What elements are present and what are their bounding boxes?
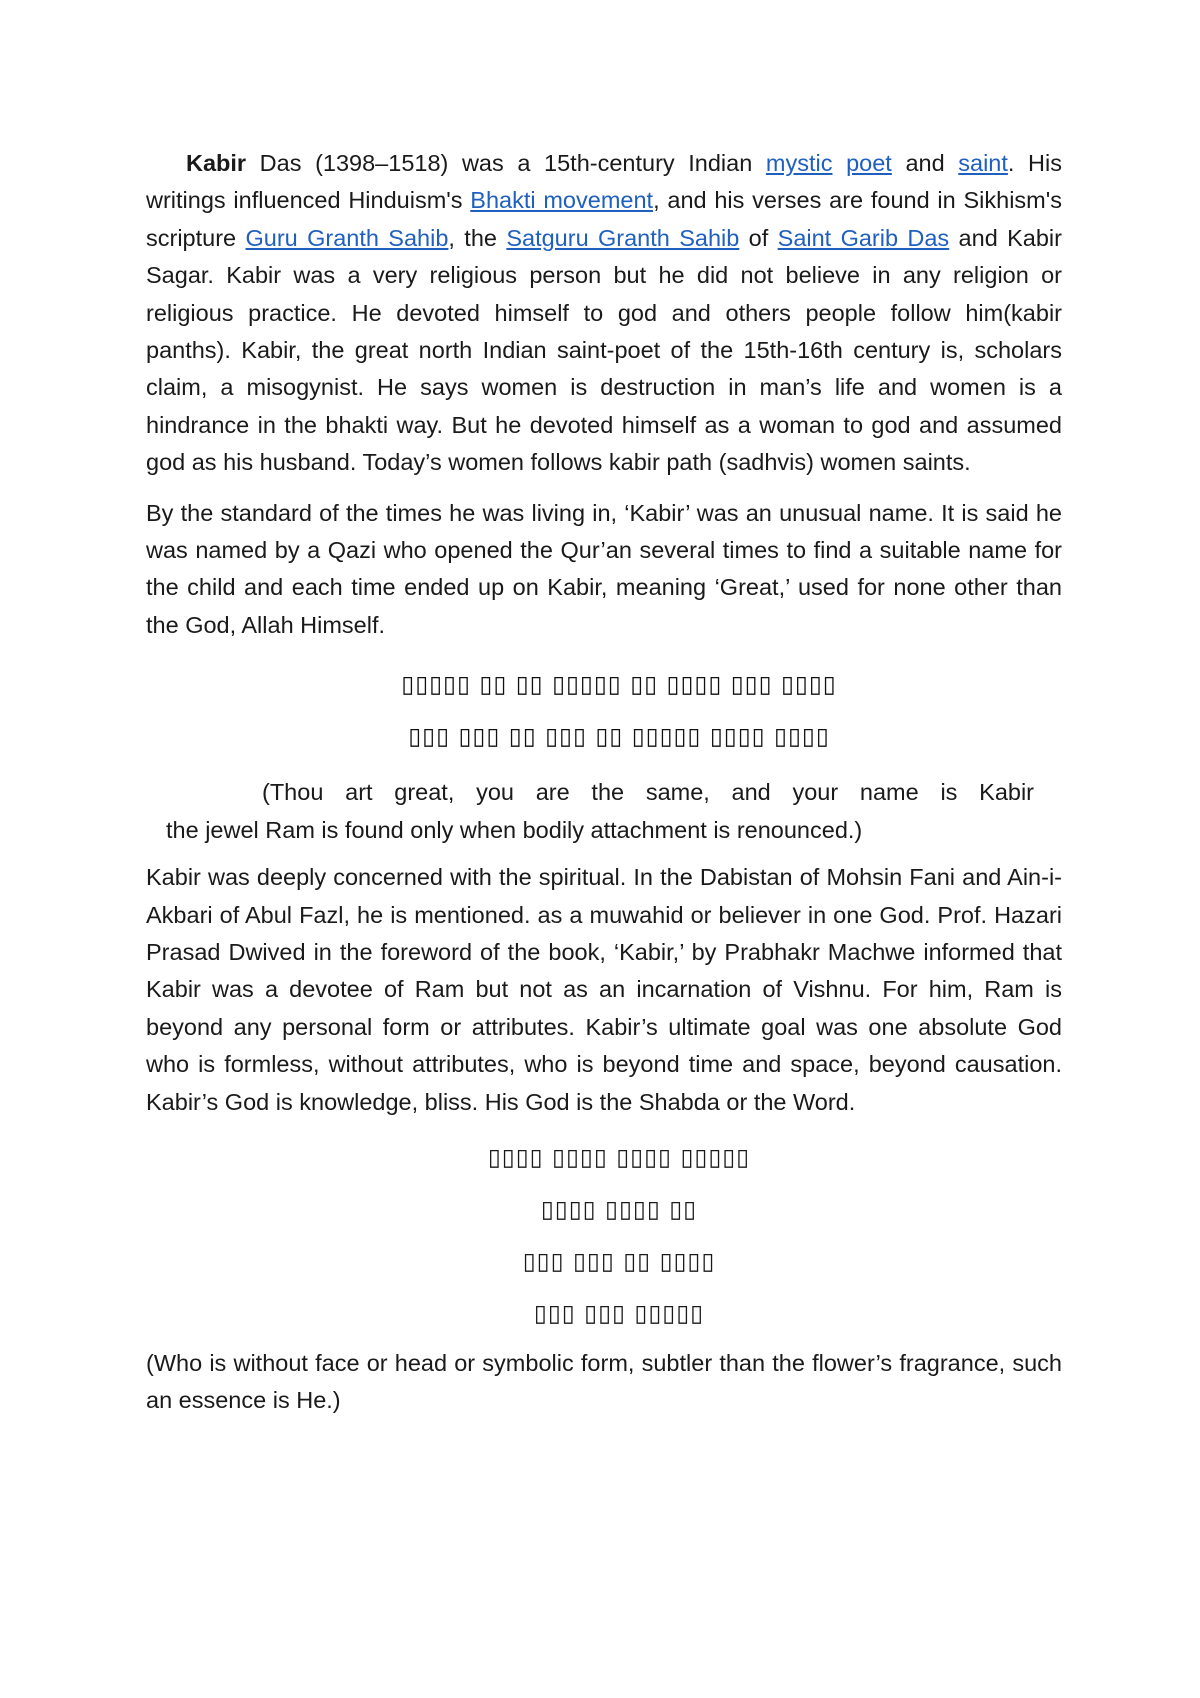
verse1-line2: ▯▯▯ ▯▯▯ ▯▯ ▯▯▯ ▯▯ ▯▯▯▯▯ ▯▯▯▯ ▯▯▯▯ xyxy=(408,722,830,751)
link-guru-granth-sahib[interactable]: Guru Granth Sahib xyxy=(245,224,449,251)
intro-text-5: , and his verses are found in Sikhism's scripture xyxy=(146,187,1062,251)
intro-text-6: , the xyxy=(448,224,507,251)
link-saint[interactable]: saint xyxy=(958,150,1008,176)
intro-text-4: . His writings influenced Hinduism's xyxy=(146,150,1062,214)
link-saint-garib-das[interactable]: Saint Garib Das xyxy=(777,224,950,251)
link-mystic[interactable]: mystic xyxy=(765,150,833,176)
kabir-bold-name: Kabir xyxy=(186,150,247,176)
document-body xyxy=(146,145,1062,1420)
verse2-line4: ▯▯▯ ▯▯▯ ▯▯▯▯▯ xyxy=(533,1298,705,1327)
link-bhakti-movement[interactable]: Bhakti movement xyxy=(470,187,654,214)
verse2-line2: ▯▯▯▯ ▯▯▯▯ ▯▯ xyxy=(540,1194,698,1223)
paragraph-intro xyxy=(146,145,1062,482)
intro-text-1: Das (1398–1518) was a 15th-century Indian xyxy=(246,150,766,176)
intro-text-7: of xyxy=(739,224,778,251)
verse2-line1: ▯▯▯▯ ▯▯▯▯ ▯▯▯▯ ▯▯▯▯▯ xyxy=(487,1142,751,1171)
paragraph-spiritual: Kabir was deeply concerned with the spiritual. In the Dabistan of Mohsin Fani and Ain-i-Akbari of Abul Fazl, he is mentioned. as a muwahid or believer in one God. Prof. Hazari Prasad Dwived in the foreword of the book, ‘Kabir,’ by Prabhakr Machwe informed that Kabir was a devotee of Ram but not as an incarnation of Vishnu. For him, Ram is beyond any personal form or attributes. Kabir’s ultimate goal was one absolute God who is formless, without attributes, who is beyond time and space, beyond causation. Kabir’s God is knowledge, bliss. His God is the Shabda or the Word. xyxy=(146,864,1062,1115)
translation1-line2: the jewel Ram is found only when bodily attachment is renounced.) xyxy=(166,816,863,843)
paragraph-name-origin: By the standard of the times he was living in, ‘Kabir’ was an unusual name. It is said he was named by a Qazi who opened the Qur’an several times to find a suitable name for the child and each time ended up on Kabir, meaning ‘Great,’ used for none other than the God, Allah Himself. xyxy=(146,499,1062,638)
verse-block-1 xyxy=(146,658,1062,762)
verse2-line3: ▯▯▯ ▯▯▯ ▯▯ ▯▯▯▯ xyxy=(522,1246,716,1275)
intro-text-8: and Kabir Sagar. Kabir was a very religious person but he did not believe in any religion or religious practice. He devoted himself to god and others people follow him(kabir panths). Kabir, the great north Indian saint-poet of the 15th-16th century is, scholars claim, a misogynist. He says women is destruction in man’s life and women is a hindrance in the bhakti way. But he devoted himself as a woman to god and assumed god as his husband. Today’s women follows kabir path (sadhvis) women saints. xyxy=(146,224,1062,476)
intro-text-3: and xyxy=(891,150,959,176)
translation1-line1: (Thou art great, you are the same, and your name is Kabir xyxy=(262,779,1034,806)
translation2: (Who is without face or head or symbolic form, subtler than the flower’s fragrance, such an essence is He.) xyxy=(146,1349,1062,1414)
link-satguru-granth-sahib[interactable]: Satguru Granth Sahib xyxy=(506,224,740,251)
verse1-line1: ▯▯▯▯▯ ▯▯ ▯▯ ▯▯▯▯▯ ▯▯ ▯▯▯▯ ▯▯▯ ▯▯▯▯ xyxy=(401,670,837,699)
link-poet[interactable]: poet xyxy=(846,150,892,176)
intro-text-2 xyxy=(832,150,846,176)
verse-block-2 xyxy=(146,1131,1062,1339)
